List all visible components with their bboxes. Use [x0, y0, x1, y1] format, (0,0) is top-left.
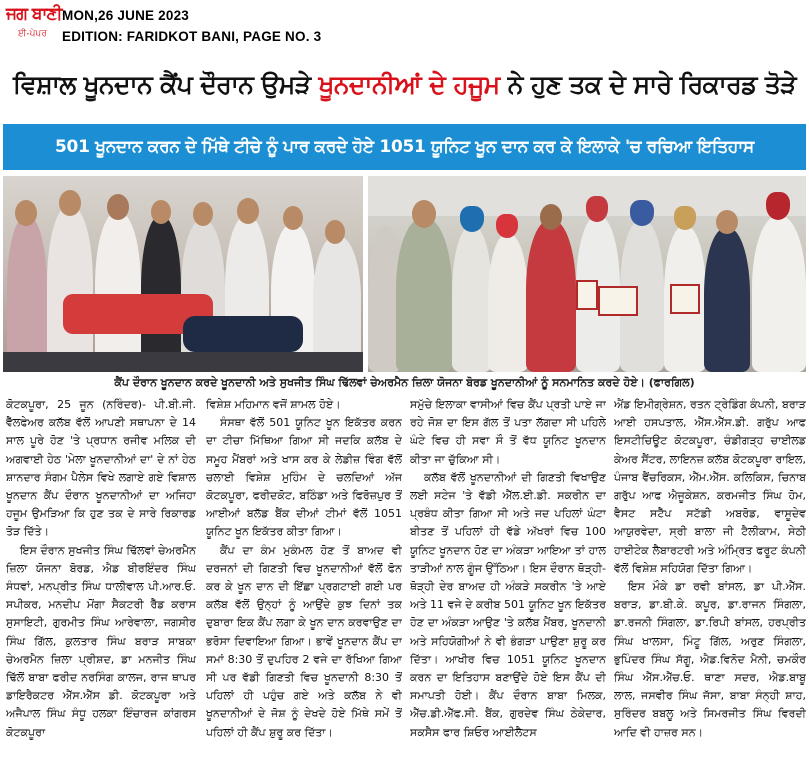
photo-caption: ਕੈਂਪ ਦੌਰਾਨ ਖੂਨਦਾਨ ਕਰਦੇ ਖੂਨਦਾਨੀ ਅਤੇ ਸੁਖਜੀਤ ਸਿੰਘ ਢਿੱਲਵਾਂ ਚੇਅਰਮੈਨ ਜ਼ਿਲਾ ਯੋਜਨਾ ਬੋਰਡ ਖੂਨਦਾਨੀਆਂ ਨੂੰ ਸਨਮਾਨਿਤ ਕਰਦੇ ਹੋਏ। (ਫਾਰਗਿਲ) [114, 376, 695, 389]
logo-subtext: ਈ-ਪੇਪਰ [18, 29, 47, 39]
article-paragraph: ਇਸ ਮੌਕੇ ਡਾ ਰਵੀ ਬਾਂਸਲ, ਡਾ ਪੀ.ਐੱਸ. ਬਰਾੜ, ਡਾ.ਬੀ.ਕੇ. ਕਪੂਰ, ਡਾ.ਰਾਜਨ ਸਿੰਗਲਾ, ਡਾ.ਰਜਨੀ ਸਿੰਗਲਾ, ਡਾ.ਰਿਪੀ ਬਾਂਸਲ, ਹਰਪ੍ਰੀਤ ਸਿੰਘ ਖਾਲਸਾ, ਮਿੰਟੂ ਗਿੱਲ, ਅਰੁਣ ਸਿੰਗਲਾ, ਭੁਪਿੰਦਰ ਸਿੰਘ ਸੱਗੂ, ਐਡ.ਵਿਨੋਦ ਮੈਨੀ, ਚਮਕੌਰ ਸਿੰਘ ਐੱਸ.ਐੱਚ.ਓ. ਥਾਣਾ ਸਦਰ, ਐਡ.ਬਾਬੂ ਲਾਲ, ਜਸਵੀਰ ਸਿੰਘ ਜੱਸਾ, ਬਾਬਾ ਸੰਨ੍ਹੀ ਸ਼ਾਹ, ਸੁਰਿੰਦਰ ਬਬਲੂ ਅਤੇ ਸਿਮਰਜੀਤ ਸਿੰਘ ਵਿਰਦੀ ਆਦਿ ਵੀ ਹਾਜ਼ਰ ਸਨ। [614, 580, 806, 739]
headline-part-2: ਖੂਨਦਾਨੀਆਂ ਦੇ ਹਜੂਮ [318, 70, 500, 99]
article-column-2 [206, 396, 402, 774]
headline [0, 56, 809, 114]
subheadline-banner: 501 ਖੂਨਦਾਨ ਕਰਨ ਦੇ ਮਿੱਥੇ ਟੀਚੇ ਨੂੰ ਪਾਰ ਕਰਦੇ ਹੋਏ 1051 ਯੂਨਿਟ ਖੂਨ ਦਾਨ ਕਰ ਕੇ ਇਲਾਕੇ 'ਚ ਰਚਿਆ ਇਤਿਹਾਸ [3, 124, 806, 170]
article-paragraph: ਇਸ ਦੌਰਾਨ ਸੁਖਜੀਤ ਸਿੰਘ ਢਿੱਲਵਾਂ ਚੇਅਰਮੈਨ ਜ਼ਿਲਾ ਯੋਜਨਾ ਬੋਰਡ, ਐਡ ਬੀਰਇੰਦਰ ਸਿੰਘ ਸੰਧਵਾਂ, ਮਨਪ੍ਰੀਤ ਸਿੰਘ ਧਾਲੀਵਾਲ ਪੀ.ਆਰ.ਓ. ਸਪੀਕਰ, ਮਨਦੀਪ ਮੋਂਗਾ ਸੈਕਟਰੀ ਰੈੱਡ ਕਰਾਸ ਸੁਸਾਇਟੀ, ਗੁਰਮੀਤ ਸਿੰਘ ਆਰੇਵਾਲਾ, ਜਗਸੀਰ ਸਿੰਘ ਗਿੱਲ, ਕੁਲਤਾਰ ਸਿੰਘ ਬਰਾੜ ਸਾਬਕਾ ਚੇਅਰਮੈਨ ਜ਼ਿਲਾ ਪ੍ਰੀਸ਼ਦ, ਡਾ ਮਨਜੀਤ ਸਿੰਘ ਢਿੱਲੋਂ ਬਾਬਾ ਫਰੀਦ ਨਰਸਿੰਗ ਕਾਲਜ, ਰਾਜ ਥਾਪਰ ਡਾਇਰੈਕਟਰ ਐੱਸ.ਐੱਸ ਡੀ. ਕੋਟਕਪੂਰਾ ਅਤੇ ਅਜੈਪਾਲ ਸਿੰਘ ਸੰਧੂ ਹਲਕਾ ਇੰਚਾਰਜ ਕਾਂਗਰਸ ਕੋਟਕਪੂਰਾ [6, 543, 196, 739]
article-column-3 [410, 396, 606, 774]
article-paragraph: ਸਮੁੱਚੇ ਇਲਾਕਾ ਵਾਸੀਆਂ ਵਿਚ ਕੈਂਪ ਪ੍ਰਤੀ ਪਾਏ ਜਾ ਰਹੇ ਜੋਸ਼ ਦਾ ਇਸ ਗੱਲ ਤੋਂ ਪਤਾ ਲੱਗਦਾ ਸੀ ਪਹਿਲੇ ਘੰਟੇ ਵਿਚ ਹੀ ਸਵਾ ਸੌ ਤੋਂ ਵੱਧ ਯੂਨਿਟ ਖੂਨਦਾਨ ਕੀਤਾ ਜਾ ਚੁੱਕਿਆ ਸੀ। [410, 398, 606, 466]
jagbani-logo[interactable] [6, 4, 62, 48]
photo-blood-donation [3, 176, 363, 372]
article-paragraph: ਐਂਡ ਇਮੀਗ੍ਰੇਸ਼ਨ, ਰਤਨ ਟ੍ਰੇਡਿੰਗ ਕੰਪਨੀ, ਬਰਾੜ ਆਈ ਹਸਪਤਾਲ, ਐੱਸ.ਐੱਸ.ਡੀ. ਗਰੁੱਪ ਆਫ ਇਸਟੀਚਿਊਟ ਕੋਟਕਪੂਰਾ, ਚੰਡੀਗੜ੍ਹ ਚਾਈਲਡ ਕੇਅਰ ਸੈਂਟਰ, ਲਾਇਨਜ਼ ਕਲੱਬ ਕੋਟਕਪੂਰਾ ਰਾਇਲ, ਪੰਜਾਬ ਵੈਂਚਰਿਕਸ, ਐੱਮ.ਐੱਸ. ਕਲਿਕਿਸ, ਚਿਨਾਬ ਗਰੁੱਪ ਆਫ ਐਜੂਕੇਸ਼ਨ, ਕਰਮਜੀਤ ਸਿੰਘ ਹੋਮ, ਵੈਸਟ ਸਟੈੱਪ ਸਟੱਡੀ ਅਬਰੋਡ, ਵਾਸੂਦੇਵ ਆਯੁਰਵੇਦਾ, ਸ੍ਰੀ ਬਾਲਾ ਜੀ ਟੈਲੀਕਾਮ, ਸੇਠੀ ਹਾਈਟੇਕ ਲੈਬਾਰਟਰੀ ਅਤੇ ਅੰਮ੍ਰਿਤ ਫਰੂਟ ਕੰਪਨੀ ਵੱਲੋਂ ਵਿਸ਼ੇਸ਼ ਸਹਿਯੋਗ ਦਿੱਤਾ ਗਿਆ। [614, 398, 806, 575]
article-column-4 [614, 396, 806, 774]
article-column-1 [6, 396, 196, 774]
article-paragraph: ਵਿਸ਼ੇਸ਼ ਮਹਿਮਾਨ ਵਜੋਂ ਸ਼ਾਮਲ ਹੋਏ। [206, 398, 341, 411]
article-paragraph: ਕੋਟਕਪੂਰਾ, 25 ਜੂਨ (ਨਰਿੰਦਰ)- ਪੀ.ਬੀ.ਜੀ. ਵੈੱਲਫੇਅਰ ਕਲੱਬ ਵੱਲੋਂ ਆਪਣੀ ਸਥਾਪਨਾ ਦੇ 14 ਸਾਲ ਪੂਰੇ ਹੋਣ 'ਤੇ ਪ੍ਰਧਾਨ ਰਜੀਵ ਮਲਿਕ ਦੀ ਅਗਵਾਈ ਹੇਠ 'ਮੇਲਾ ਖੂਨਦਾਨੀਆਂ ਦਾ' ਦੇ ਨਾਂ ਹੇਠ ਸ਼ਾਨਦਾਰ ਸੰਗਮ ਪੈਲੇਸ ਵਿਖੇ ਲਗਾਏ ਗਏ ਵਿਸ਼ਾਲ ਖੂਨਦਾਨ ਕੈਂਪ ਦੌਰਾਨ ਖੂਨਦਾਨੀਆਂ ਦਾ ਅਜਿਹਾ ਹਜੂਮ ਉਮੜਿਆ ਕਿ ਹੁਣ ਤਕ ਦੇ ਸਾਰੇ ਰਿਕਾਰਡ ਤੋੜ ਦਿੱਤੇ। [6, 398, 196, 539]
logo-text: ਜਗ ਬਾਣੀ [6, 4, 62, 24]
headline-part-3: ਨੇ ਹੁਣ ਤਕ ਦੇ ਸਾਰੇ ਰਿਕਾਰਡ ਤੋੜੇ [499, 70, 796, 99]
article-paragraph: ਸੰਸਥਾ ਵੱਲੋਂ 501 ਯੂਨਿਟ ਖੂਨ ਇਕੱਤਰ ਕਰਨ ਦਾ ਟੀਚਾ ਮਿੱਥਿਆ ਗਿਆ ਸੀ ਜਦਕਿ ਕਲੱਬ ਦੇ ਸਮੂਹ ਮੈਂਬਰਾਂ ਅਤੇ ਖਾਸ ਕਰ ਕੇ ਲੇਡੀਜ਼ ਵਿੰਗ ਵੱਲੋਂ ਚਲਾਈ ਵਿਸ਼ੇਸ਼ ਮੁਹਿੰਮ ਦੇ ਚਲਦਿਆਂ ਅੱਜ ਕੋਟਕਪੂਰਾ, ਫਰੀਦਕੋਟ, ਬਠਿੰਡਾ ਅਤੇ ਫਿਰੋਜ਼ਪੁਰ ਤੋਂ ਆਈਆਂ ਬਲੱਡ ਬੈਂਕ ਦੀਆਂ ਟੀਮਾਂ ਵੱਲੋਂ 1051 ਯੂਨਿਟ ਖੂਨ ਇਕੱਤਰ ਕੀਤਾ ਗਿਆ। [206, 416, 402, 539]
edition-date: MON,26 JUNE 2023 [62, 8, 190, 23]
photo-honoring-donors [368, 176, 806, 372]
article-paragraph: ਕਲੱਬ ਵੱਲੋਂ ਖੂਨਦਾਨੀਆਂ ਦੀ ਗਿਣਤੀ ਵਿਖਾਉਣ ਲਈ ਸਟੇਜ 'ਤੇ ਵੱਡੀ ਐੱਲ.ਈ.ਡੀ. ਸਕਰੀਨ ਦਾ ਪ੍ਰਬੰਧ ਕੀਤਾ ਗਿਆ ਸੀ ਅਤੇ ਜਦ ਪਹਿਲਾਂ ਘੰਟਾ ਬੀਤਣ ਤੋਂ ਪਹਿਲਾਂ ਹੀ ਵੱਡੇ ਅੱਖਰਾਂ ਵਿਚ 100 ਯੂਨਿਟ ਖੂਨਦਾਨ ਹੋਣ ਦਾ ਅੰਕੜਾ ਆਇਆ ਤਾਂ ਹਾਲ ਤਾੜੀਆਂ ਨਾਲ ਗੂੰਜ ਉੱਠਿਆ। ਇਸ ਦੌਰਾਨ ਥੋੜ੍ਹੀ-ਥੋੜ੍ਹੀ ਦੇਰ ਬਾਅਦ ਹੀ ਅੰਕੜੇ ਸਕਰੀਨ 'ਤੇ ਆਏ ਅਤੇ 11 ਵਜੇ ਦੇ ਕਰੀਬ 501 ਯੂਨਿਟ ਖੂਨ ਇਕੱਤਰ ਹੋਣ ਦਾ ਅੰਕੜਾ ਆਉਣ 'ਤੇ ਕਲੱਬ ਮੈਂਬਰ, ਖੂਨਦਾਨੀ ਅਤੇ ਸਹਿਯੋਗੀਆਂ ਨੇ ਵੀ ਭੰਗੜਾ ਪਾਉਣਾ ਸ਼ੁਰੂ ਕਰ ਦਿੱਤਾ। ਆਖੀਰ ਵਿਚ 1051 ਯੂਨਿਟ ਖੂਨਦਾਨ ਕਰਨ ਦਾ ਇਤਿਹਾਸ ਬਣਾਉਂਦੇ ਹੋਏ ਇਸ ਕੈਂਪ ਦੀ ਸਮਾਪਤੀ ਹੋਈ। ਕੈਂਪ ਦੌਰਾਨ ਬਾਬਾ ਮਿਲਕ, ਐੱਚ.ਡੀ.ਐੱਫ.ਸੀ. ਬੈਂਕ, ਗੁਰਦੇਵ ਸਿੰਘ ਠੇਕੇਦਾਰ, ਸਕਸੈਸ ਫਾਰ ਸ਼ਿਓਰ ਆਈਲੈਟਸ [410, 470, 606, 739]
masthead [0, 0, 809, 52]
headline-part-1: ਵਿਸ਼ਾਲ ਖੂਨਦਾਨ ਕੈਂਪ ਦੌਰਾਨ ਉਮੜੇ [13, 70, 319, 99]
edition-info: EDITION: FARIDKOT BANI, PAGE NO. 3 [62, 29, 322, 44]
article-paragraph: ਕੈਂਪ ਦਾ ਕੰਮ ਮੁਕੰਮਲ ਹੋਣ ਤੋਂ ਬਾਅਦ ਵੀ ਦਰਜਨਾਂ ਦੀ ਗਿਣਤੀ ਵਿਚ ਖੂਨਦਾਨੀਆਂ ਵੱਲੋਂ ਫੋਨ ਕਰ ਕੇ ਖੂਨ ਦਾਨ ਦੀ ਇੱਛਾ ਪ੍ਰਗਟਾਈ ਗਈ ਪਰ ਕਲੱਬ ਵੱਲੋਂ ਉਨ੍ਹਾਂ ਨੂੰ ਆਉਂਦੇ ਕੁਝ ਦਿਨਾਂ ਤਕ ਦੁਬਾਰਾ ਇਕ ਕੈਂਪ ਲਗਾ ਕੇ ਖੂਨ ਦਾਨ ਕਰਵਾਉਣ ਦਾ ਭਰੋਸਾ ਦਿਵਾਇਆ ਗਿਆ। ਭਾਵੇਂ ਖੂਨਦਾਨ ਕੈਂਪ ਦਾ ਸਮਾਂ 8:30 ਤੋਂ ਦੁਪਹਿਰ 2 ਵਜੇ ਦਾ ਰੱਖਿਆ ਗਿਆ ਸੀ ਪਰ ਵੱਡੀ ਗਿਣਤੀ ਵਿਚ ਖੂਨਦਾਨੀ 8:30 ਤੋਂ ਪਹਿਲਾਂ ਹੀ ਪਹੁੰਚ ਗਏ ਅਤੇ ਕਲੱਬ ਨੇ ਵੀ ਖੂਨਦਾਨੀਆਂ ਦੇ ਜੋਸ਼ ਨੂੰ ਦੇਖਦੇ ਹੋਏ ਮਿੱਥੇ ਸਮੇਂ ਤੋਂ ਪਹਿਲਾਂ ਹੀ ਕੈਂਪ ਸ਼ੁਰੂ ਕਰ ਦਿੱਤਾ। [206, 543, 402, 739]
